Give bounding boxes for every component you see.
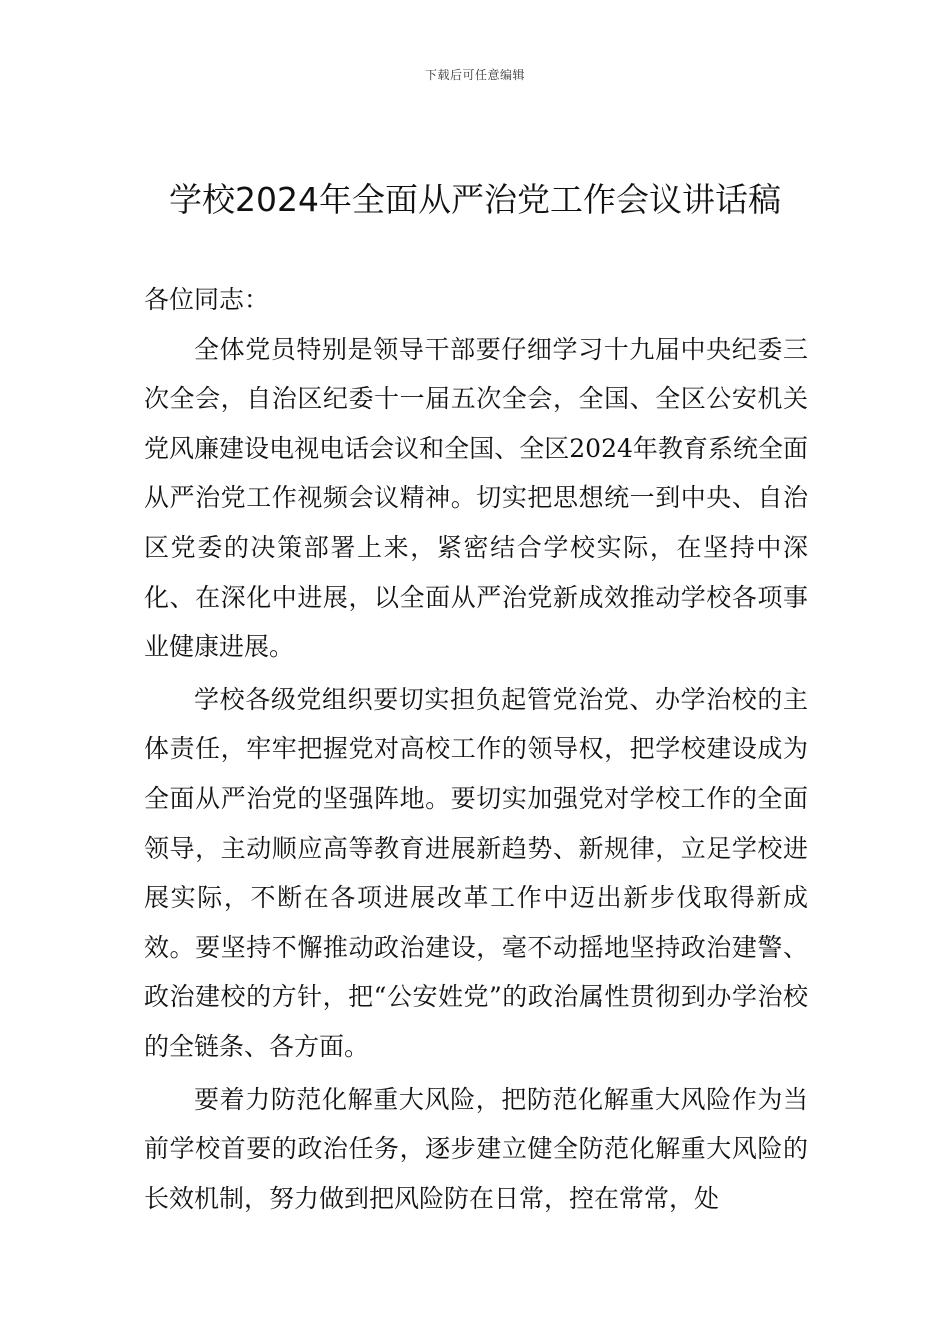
paragraph-3: 要着力防范化解重大风险，把防范化解重大风险作为当前学校首要的政治任务，逐步建立健全防范化解重大风险的长效机制，努力做到把风险防在日常，控在常常，处 [144, 1084, 808, 1213]
document-body [144, 275, 808, 1223]
document-title: 学校2024年全面从严治党工作会议讲话稿 [169, 180, 781, 219]
greeting: 各位同志： [144, 285, 270, 314]
header-note: 下载后可任意编辑 [424, 68, 525, 82]
paragraph-2: 学校各级党组织要切实担负起管党治党、办学治校的主体责任，牢牢把握党对高校工作的领导权，把学校建设成为全面从严治党的坚强阵地。要切实加强党对学校工作的全面领导，主动顺应高等教育进展新趋势、新规律，立足学校进展实际，不断在各项进展改革工作中迈出新步伐取得新成效。要坚持不懈推动政治建设，毫不动摇地坚持政治建警、政治建校的方针，把“公安姓党”的政治属性贯彻到办学治校的全链条、各方面。 [144, 684, 808, 1061]
paragraph-1: 全体党员特别是领导干部要仔细学习十九届中央纪委三次全会，自治区纪委十一届五次全会，全国、全区公安机关党风廉建设电视电话会议和全国、全区2024年教育系统全面从严治党工作视频会议精神。切实把思想统一到中央、自治区党委的决策部署上来，紧密结合学校实际，在坚持中深化、在深化中进展，以全面从严治党新成效推动学校各项事业健康进展。 [144, 334, 808, 662]
